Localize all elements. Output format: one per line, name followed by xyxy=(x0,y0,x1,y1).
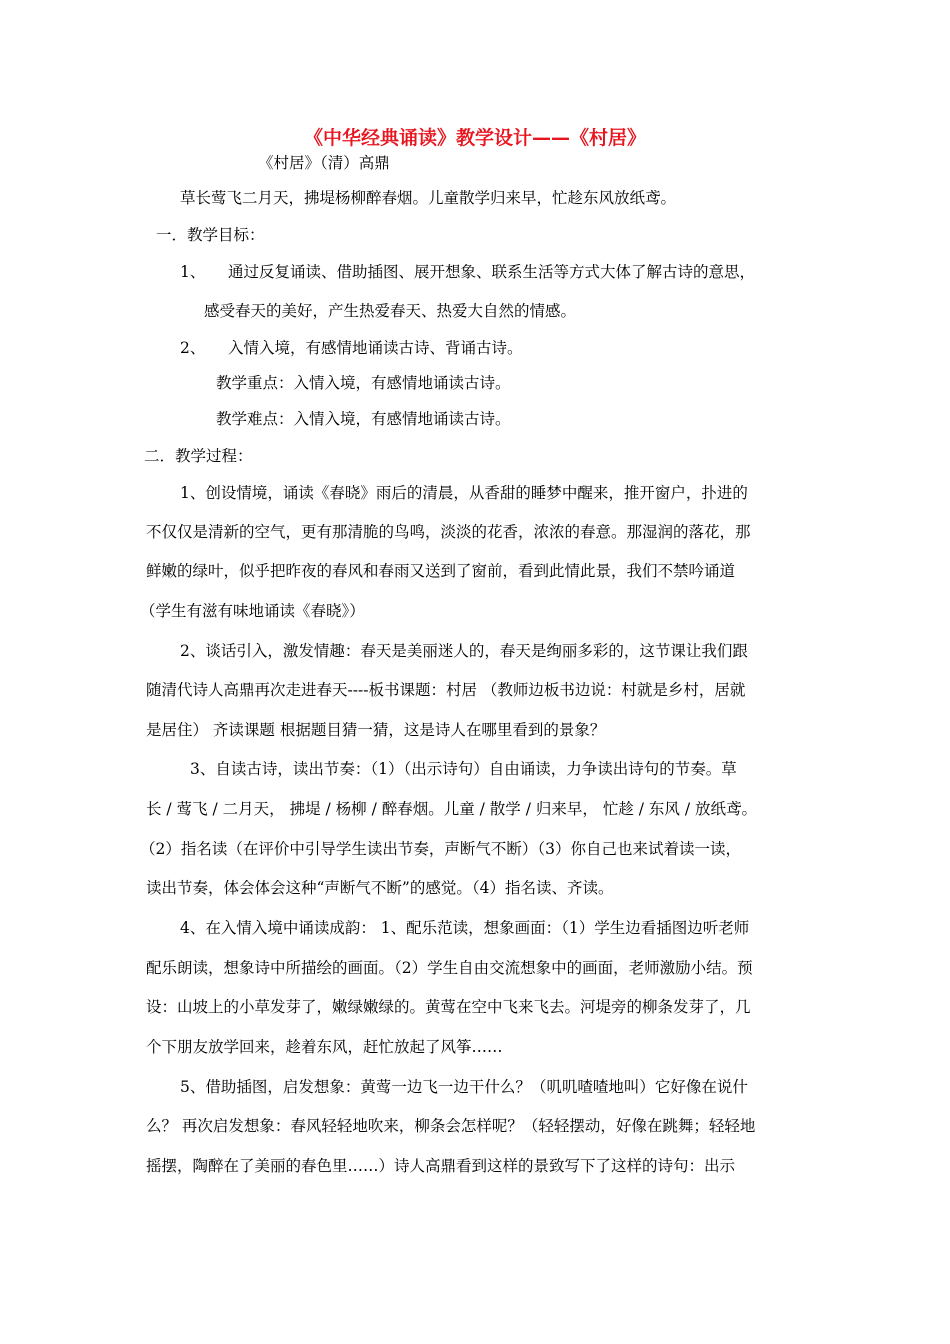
p1-line-3: 鲜嫩的绿叶，似乎把昨夜的春风和春雨又送到了窗前，看到此情此景，我们不禁吟诵道 xyxy=(146,562,736,580)
goal-1-number: 1、 xyxy=(180,263,206,281)
p3-line-2: 长 / 莺飞 / 二月天， 拂堤 / 杨柳 / 醉春烟。儿童 / 散学 / 归来早， 忙趁 / 东风 / 放纸鸢。 xyxy=(146,800,757,818)
section-heading-goals: 一．教学目标： xyxy=(156,226,265,244)
p2-line-3: 是居住） 齐读课题 根据题目猜一猜，这是诗人在哪里看到的景象？ xyxy=(146,721,606,739)
p1-line-4: （学生有滋有味地诵读《春晓》） xyxy=(140,602,365,620)
goal-1-line-1: 通过反复诵读、借助插图、展开想象、联系生活等方式大体了解古诗的意思， xyxy=(228,263,756,281)
section-heading-process: 二．教学过程： xyxy=(144,447,253,465)
p5-line-1: 5、借助插图，启发想象：黄莺一边飞一边干什么？（叽叽喳喳地叫）它好像在说什 xyxy=(180,1078,748,1096)
poem-subtitle: 《村居》（清）高鼎 xyxy=(258,154,390,172)
p1-line-1: 1、创设情境，诵读《春晓》雨后的清晨，从香甜的睡梦中醒来，推开窗户，扑进的 xyxy=(180,484,748,502)
document-title: 《中华经典诵读》教学设计——《村居》 xyxy=(303,127,646,149)
p4-line-4: 个下朋友放学回来，趁着东风，赶忙放起了风筝…… xyxy=(146,1038,503,1056)
poem-text: 草长莺飞二月天，拂堤杨柳醉春烟。儿童散学归来早，忙趁东风放纸鸢。 xyxy=(180,189,677,207)
p2-line-1: 2、谈话引入，激发情趣：春天是美丽迷人的，春天是绚丽多彩的，这节课让我们跟 xyxy=(180,642,748,660)
p5-line-3: 摇摆，陶醉在了美丽的春色里……）诗人高鼎看到这样的景致写下了这样的诗句：出示 xyxy=(146,1157,736,1175)
goal-1-line-2: 感受春天的美好，产生热爱春天、热爱大自然的情感。 xyxy=(204,302,577,320)
key-point: 教学重点：入情入境，有感情地诵读古诗。 xyxy=(216,374,511,392)
p4-line-1: 4、在入情入境中诵读成韵： 1、配乐范读，想象画面：（1）学生边看插图边听老师 xyxy=(180,919,750,937)
p3-line-3: （2）指名读（在评价中引导学生读出节奏，声断气不断）（3）你自己也来试着读一读， xyxy=(140,840,741,858)
p4-line-2: 配乐朗读，想象诗中所描绘的画面。（2）学生自由交流想象中的画面，老师激励小结。预 xyxy=(146,959,753,977)
p2-line-2: 随清代诗人高鼎再次走进春天----板书课题：村居 （教师边板书边说：村就是乡村，居就 xyxy=(146,681,746,699)
difficult-point: 教学难点：入情入境，有感情地诵读古诗。 xyxy=(216,410,511,428)
p1-line-2: 不仅仅是清新的空气，更有那清脆的鸟鸣，淡淡的花香，浓浓的春意。那湿润的落花，那 xyxy=(146,523,751,541)
p4-line-3: 设：山坡上的小草发芽了，嫩绿嫩绿的。黄莺在空中飞来飞去。河堤旁的柳条发芽了，几 xyxy=(146,998,751,1016)
p5-line-2: 么？ 再次启发想象：春风轻轻地吹来，柳条会怎样呢？（轻轻摆动，好像在跳舞；轻轻地 xyxy=(146,1117,756,1135)
goal-2-number: 2、 xyxy=(180,339,206,357)
p3-line-4: 读出节奏，体会体会这种“声断气不断”的感觉。（4）指名读、齐读。 xyxy=(146,879,614,897)
p3-line-1: 3、自读古诗，读出节奏：（1）（出示诗句）自由诵读，力争读出诗句的节奏。草 xyxy=(190,760,737,778)
goal-2-text: 入情入境，有感情地诵读古诗、背诵古诗。 xyxy=(228,339,523,357)
